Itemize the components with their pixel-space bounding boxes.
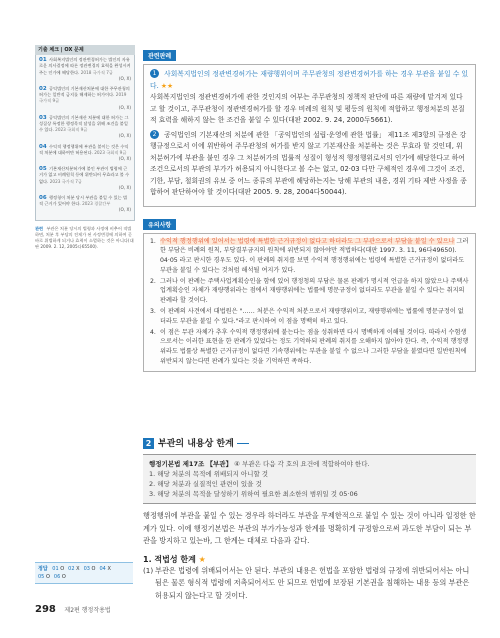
related-cases-tag: 관련판례 [143, 50, 176, 61]
answer-label: 정답 [38, 566, 48, 572]
ox-item [39, 57, 131, 82]
ox-question: 기본재산처분허가에 붙인 부관이 법령에 근거가 없고 비례원칙 등에 위반되어 무효라고 볼 수 없다. [39, 166, 130, 184]
caution-text: 그러한 부담은 비례의 원칙, 부당결부금지의 원칙에 위반되지 않아야만 적법하다(대판 1997. 3. 11, 96다49650). 04·05 라고 판시한 경우도 있다. 이 판례의 취지를 보면 수익적 행정행위에는 법령에 특별한 근거규정이 없더라도 부관을 붙일 수 있다는 것처럼 해석될 여지가 있다. [160, 237, 469, 274]
law-title: 행정기본법 제17조 【부관】 [149, 460, 233, 468]
answer-value: O [60, 566, 65, 572]
heading-rule [237, 443, 249, 444]
caution-text-wrap [160, 237, 469, 276]
caution-item [150, 277, 469, 306]
answer-number: 04 [99, 566, 106, 572]
caution-text: 이 점은 무관 자체가 추후 수익적 행정행위에 붙는다는 점을 성취하면 다시 명백하게 이해될 것이다. 따라서 수험생으로서는 이러한 표현을 한 판례가 있었다는 정도 기억하되 판례의 취지를 오해하지 않아야 한다. 즉, 수익적 행정행위라도 법률상 특별한 근거규정이 없다면 기속행위에는 부관을 붙일 수 없으나 그러한 부담을 붙였다면 일반원칙에 위반되지 않는다면 판례가 있다는 것을 기억하면 족하다. [160, 328, 469, 366]
answer-number: 05 [38, 574, 45, 580]
ox-number: 06 [39, 195, 47, 202]
ox-item [39, 144, 131, 163]
answer-value: X [107, 566, 111, 572]
ox-number: 05 [39, 166, 47, 173]
ox-question: 수익적 행정행위에 부관을 붙이는 것은 수익적 처분에 대하여만 허용된다. [39, 143, 129, 155]
caution-text: 이 판례의 사견에서 대법원은 "…… 처분은 수익적 처분으로서 재량행위이고, 재량행위에는 법률에 명문규정이 없더라도 부관을 붙일 수 있다."라고 판시하여 이 점을 명백히 하고 있다. [160, 308, 464, 325]
ox-item [39, 86, 131, 111]
related-case-item [150, 130, 469, 199]
ox-quiz-column [35, 45, 135, 250]
main-section [143, 436, 476, 602]
caution-number: 2. [150, 277, 156, 285]
answer-items [38, 566, 115, 580]
ox-answer-choice: (O, X) [118, 133, 131, 139]
caution-text-wrap [160, 328, 469, 367]
case-body: 사회복지법인의 정관변경허가에 관한 것인지의 여부는 주무관청의 정책적 판단에 따른 재량에 맡겨져 있다고 할 것이고, 주무관청이 정관변경허가를 할 경우 비례의 원칙 및 평등의 원칙에 적합하고 행정처분의 본질적 효력을 해하지 않는 한 조건을 붙일 수 있다(대판 2002. 9. 24, 2000두5661). [150, 93, 465, 124]
answer-value: X [76, 566, 80, 572]
ox-number: 04 [39, 143, 47, 150]
caution-number: 1. [150, 237, 156, 245]
caution-text: 그러나 이 판례는 주택사업계획승인을 함에 있어 행정청의 부담은 물론 판례가 명시적 언급을 하지 않았으나 주택사업계획승인 자체가 재량행위라는 점에서 재량행위에는 법률에 명문규정이 없더라도 부관을 붙일 수 있다는 취지의 판례라 할 것이다. [160, 277, 469, 305]
ox-item [39, 166, 131, 191]
law-box [143, 454, 476, 504]
case-body: 공익법인의 기본재산의 처분에 관한 「공익법인의 설립·운영에 관한 법률」 제11조 제3항의 규정은 강행규정으로서 이에 위반하여 주무관청의 허가를 받지 않고 기본재산을 처분하는 것은 무효라 할 것인데, 위 처분허가에 부관을 붙인 경우 그 처분허가의 법률적 성질이 형성적 행정행위로서의 인가에 해당한다고 하여 조건으로서의 부관의 부가가 허용되지 아니한다고 볼 수는 없고, 02·03 다만 구체적인 경우에 그것이 조건, 기한, 부담, 철회권의 유보 중 어느 종류의 부관에 해당하는지는 당해 부관의 내용, 경위 기타 제반 사정을 종합하여 판단하여야 할 것이다(대판 2005. 9. 28, 2004다50044). [150, 130, 467, 196]
case-lead: 사회복지법인의 정관변경허가는 재량행위이며 주무관청의 정관변경허가를 하는 경우 부관을 붙일 수 있다. [150, 70, 469, 90]
section-heading [143, 436, 476, 449]
cases-column [143, 43, 476, 372]
related-cases-box [143, 64, 476, 207]
ox-question: 사회복지법인의 정관변경허가는 법인의 자유로운 의사결정에 따른 정관변경의 효력을 완성시켜 주는 인가에 해당한다. [39, 57, 131, 75]
ox-number: 03 [39, 114, 47, 121]
related-case-item [150, 69, 469, 127]
ox-number: 02 [39, 86, 47, 93]
sub-heading [143, 554, 476, 565]
caution-box [143, 233, 476, 372]
answer-item [99, 565, 110, 573]
chapter-label: 제2편 행정작용법 [64, 607, 111, 614]
answer-bar [35, 562, 133, 584]
law-intro-line [149, 459, 470, 469]
ox-source: 2019 국가직 9급 [39, 92, 127, 104]
ox-question: 행정청이 처분 당시 부관을 붙일 수 있는 법적 근거가 있어야 한다. [39, 195, 128, 207]
law-item: 3. 해당 처분의 목적을 달성하기 위하여 필요한 최소한의 범위일 것 05·06 [149, 490, 358, 498]
caution-text-wrap [160, 307, 469, 327]
page-footer [35, 604, 111, 615]
ox-item [39, 195, 131, 214]
caution-number: 3. [150, 308, 156, 316]
sub-paragraph-text: 부관은 법령에 위배되어서는 안 된다. 부관의 내용은 헌법을 포함한 법령의 규정에 위반되어서는 아니 됨은 물론 형식적 법령에 저촉되어서도 안 되므로 헌법에 보장된 기본권을 침해하는 내용 등의 부관은 허용되지 않는다고 할 것이다. [155, 565, 470, 600]
ox-answer-choice: (O, X) [118, 184, 131, 190]
ox-answer-choice: (O, X) [118, 75, 131, 81]
section-heading-text: 부관의 내용상 한계 [158, 439, 234, 449]
body-paragraph: 행정행위에 부관을 붙일 수 있는 경우라 하더라도 부관을 무제한적으로 붙일 수 있는 것이 아니라 일정한 한계가 있다. 이에 행정기본법은 부관의 부가가능성과 한계를 명확히게 규정함으로써 과도한 부담이 되는 부관을 방지하고 있는바, 그 한계는 대체로 다음과 같다. [143, 511, 476, 545]
ox-number: 01 [39, 57, 47, 64]
sub-paragraph-number: (1) [143, 565, 154, 575]
importance-stars: ★★ [160, 81, 174, 90]
answer-value: O [45, 574, 50, 580]
ox-item [39, 115, 131, 140]
answer-number: 06 [53, 574, 61, 580]
ox-source: 2023 경찰간부 [82, 201, 111, 207]
law-intro: ④ 부관은 다음 각 호의 요건에 적합하여야 한다. [234, 460, 370, 468]
answer-item [68, 565, 79, 573]
answer-value: O [91, 566, 96, 572]
ox-answer-choice: (O, X) [118, 156, 131, 162]
caution-text-wrap [160, 277, 469, 306]
answer-item [54, 573, 66, 581]
answer-item [52, 565, 64, 573]
related-note-text: 부관은 처분 당시의 법령과 사정에 비추어 적법하면, 처분 후 부담의 전제가 된 사정변경에 의하여 곧바로 위법하게 되거나 효력이 소멸하는 것은 아니다(대판 2009. 2. 12, 2005다65500). [35, 225, 134, 250]
caution-tag: 유의사항 [143, 219, 176, 230]
section-badge: 2 [143, 438, 154, 449]
case-number: 2 [150, 130, 159, 139]
answer-number: 01 [52, 566, 59, 572]
answer-item [38, 573, 50, 581]
ox-source: 2023 국회직 9급 [55, 127, 88, 133]
related-note [35, 226, 135, 251]
caution-item [150, 237, 469, 276]
caution-item [150, 328, 469, 367]
ox-answer-choice: (O, X) [118, 207, 131, 213]
answer-value: O [61, 574, 66, 580]
ox-source: 2023 국가직 7급 [49, 178, 82, 184]
ox-question: 공익법인의 기본재산 처분에 대한 허가는 그 성질상 특정한 행정목적 달성을 위해 조건을 붙일 수 있다. [39, 114, 129, 133]
ox-answer-choice: (O, X) [118, 104, 131, 110]
caution-number: 4. [150, 328, 156, 336]
caution-section [143, 212, 476, 372]
ox-source: 2018 국가직 7급 [80, 69, 113, 75]
page-number: 298 [35, 604, 56, 615]
related-note-label: 관련 [35, 225, 44, 231]
case-number: 1 [150, 69, 159, 78]
law-item: 1. 해당 처분의 목적에 위배되지 아니할 것 [149, 470, 269, 478]
answer-number: 02 [68, 566, 75, 572]
importance-mark: ★ [198, 554, 206, 564]
ox-question: 공익법인의 기본재산처분에 대한 주무관청의 허가는 일반적 금지를 해제하는 허가이다. [39, 86, 130, 98]
answer-item [84, 565, 96, 573]
sub-heading-text: 1. 적법성 한계 [143, 554, 196, 564]
ox-list [35, 55, 135, 220]
law-item: 2. 해당 처분과 실질적인 관련이 있을 것 [149, 480, 262, 488]
sub-paragraph [143, 565, 476, 603]
caution-item [150, 307, 469, 327]
ox-source: 2023 국회직 9급 [94, 149, 127, 155]
caution-highlight: 수익적 행정행위에 있어서는 법령에 특별한 근거규정이 없다고 하더라도 그 부관으로서 부담을 붙일 수 있으나 [160, 237, 455, 245]
ox-header: 기출 체크 | OX 문제 [35, 45, 135, 55]
answer-number: 03 [83, 566, 90, 572]
